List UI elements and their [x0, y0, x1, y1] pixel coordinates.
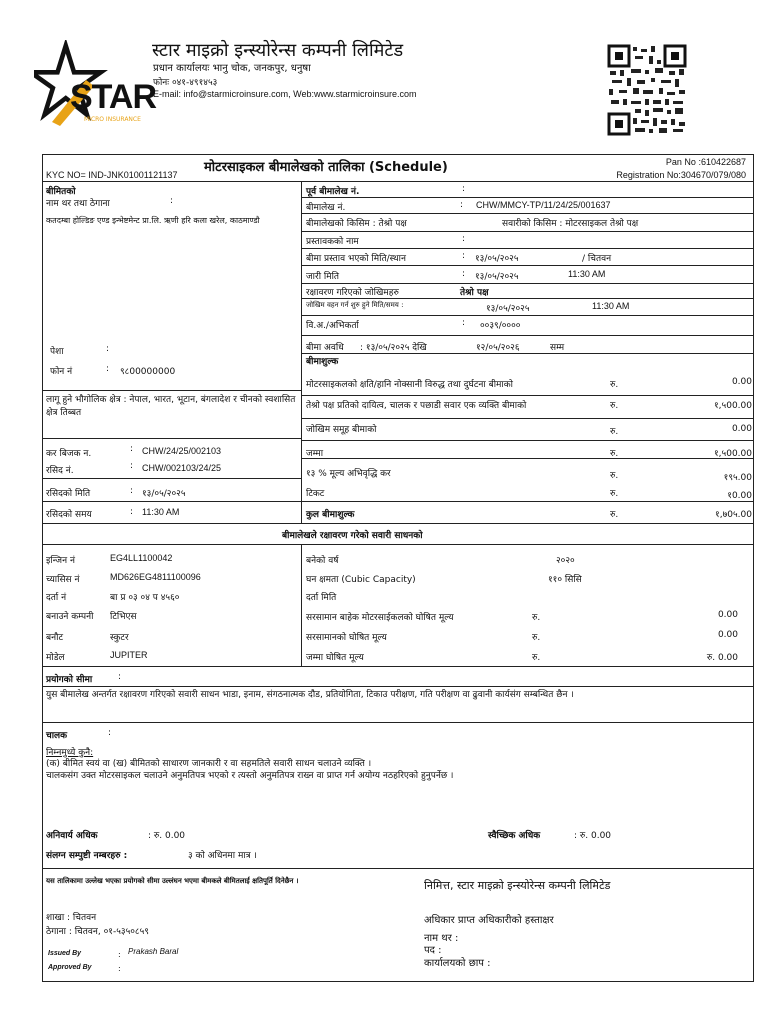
premium-row-rs: रु. [610, 380, 619, 390]
authorized-signature: अधिकार प्राप्त अधिकारीको हस्ताक्षर [424, 915, 554, 926]
divider [301, 440, 753, 441]
signatory-post: पद : [424, 945, 442, 956]
period-label: बीमा अवधि [306, 343, 344, 353]
year-value: २०२० [556, 556, 575, 566]
dev-officer-colon: : [462, 318, 466, 328]
cc-label: घन क्षमता (Cubic Capacity) [306, 575, 416, 585]
issue-date-label: जारी मिति [306, 272, 340, 282]
reg-number-label: दर्ता नं [46, 593, 67, 603]
divider [42, 523, 753, 524]
usage-heading: प्रयोगको सीमा [46, 675, 93, 685]
period-suffix: सम्म [550, 343, 565, 353]
policy-number-colon: : [460, 200, 464, 210]
divider [301, 418, 753, 419]
annex-label: संलग्न सम्पुष्टी नम्बरहरु : [46, 851, 128, 861]
reg-date-label: दर्ता मिति [306, 593, 337, 603]
driver-line: निम्नमुध्ये कुनै: [46, 748, 94, 758]
registration-number: Registration No:304670/079/080 [616, 170, 746, 180]
cc-value: ११० सिसि [548, 575, 582, 585]
receipt-date-label: रसिदको मिति [46, 489, 91, 499]
total-declared-label: जम्मा घोषित मूल्य [306, 653, 364, 663]
premium-row-rs: रु. [610, 449, 619, 459]
driver-colon: : [108, 728, 112, 738]
accessories-value: 0.00 [717, 630, 738, 640]
total-declared-rs: रु. [532, 653, 541, 663]
divider [301, 231, 753, 232]
compulsory-excess-label: अनिवार्य अधिक [46, 831, 98, 841]
policy-number-value: CHW/MMCY-TP/11/24/25/001637 [476, 200, 611, 210]
vat-invoice-value: CHW/24/25/002103 [142, 446, 222, 456]
pan-number: Pan No :610422687 [665, 157, 746, 167]
reg-number-value: बा प्र ०३ ०४ प ४५६० [110, 593, 180, 603]
issued-by-colon: : [118, 950, 121, 959]
risk-start-time: 11:30 AM [592, 301, 630, 311]
branch-address: ठेगाना : चितवन, ०१-५३५०८५९ [46, 927, 149, 937]
phone-label: फोन नं [50, 367, 73, 377]
accessories-rs: रु. [532, 633, 541, 643]
office-stamp: कार्यालयको छाप : [424, 958, 491, 969]
proposal-date-label: बीमा प्रस्ताव भएको मिति/स्थान [306, 254, 407, 264]
signatory-name: नाम थर : [424, 933, 459, 944]
divider [42, 438, 301, 439]
email-web: E-mail: info@starmicroinsure.com, Web:www.starmicroinsure.com [153, 89, 417, 99]
dev-officer-value: ००३९/०००० [480, 321, 521, 331]
declared-value-rs: रु. [532, 613, 541, 623]
premium-row-rs: रु. [610, 510, 619, 520]
engine-label: इन्जिन नं [46, 556, 75, 566]
premium-row-value: 0.00 [731, 424, 752, 434]
voluntary-excess-label: स्वैच्छिक अधिक [488, 831, 541, 841]
divider [301, 248, 753, 249]
receipt-time-value: 11:30 AM [142, 507, 180, 517]
proposer-label: प्रस्तावकको नाम [306, 237, 359, 247]
receipt-time-colon: : [130, 507, 134, 517]
divider [42, 181, 753, 182]
divider [301, 181, 302, 523]
risk-label: रक्षावरण गरिएको जोखिमहरु [306, 288, 399, 298]
model-label: मोडेल [46, 653, 65, 663]
name-address-label: नाम थर तथा ठेगाना [46, 199, 110, 209]
phone-number: फोनः ०४१-४९१४५३ [153, 78, 218, 88]
proposal-date-value: १३/०५/२०२५ [475, 254, 519, 264]
policy-number-label: बीमालेख नं. [306, 203, 346, 213]
period-from: : १३/०५/२०२५ देखि [360, 343, 427, 353]
premium-row-label: कुल बीमाशुल्क [306, 510, 355, 520]
issued-by-value: Prakash Baral [128, 947, 179, 956]
divider [301, 298, 753, 299]
chassis-label: च्यासिस नं [46, 575, 80, 585]
insured-heading: बीमितको [46, 187, 76, 197]
total-declared-value: रु. 0.00 [706, 653, 738, 663]
divider [42, 501, 301, 502]
head-office: प्रधान कार्यालयः भानु चोक, जनकपुर, धनुषा [153, 63, 311, 74]
divider [301, 458, 753, 459]
divider [42, 686, 753, 687]
voluntary-excess-value: : रु. 0.00 [574, 831, 612, 841]
risk-start-date: १३/०५/२०२५ [486, 304, 530, 314]
name-address-colon: : [170, 196, 174, 206]
dev-officer-label: वि.अ./अभिकर्ता [306, 321, 359, 331]
premium-row-rs: रु. [610, 489, 619, 499]
vat-invoice-label: कर बिजक न. [46, 449, 92, 459]
engine-value: EG4LL1100042 [110, 553, 173, 563]
premium-row-value: १,५00.00 [714, 449, 752, 459]
divider [301, 213, 753, 214]
divider [301, 395, 753, 396]
driver-line: (क) बीमित स्वयं वा (ख) बीमितको साधारण जानकारी र वा सहमतिले सवारी साधन चलाउने व्यक्ति । [46, 759, 372, 769]
geographic-area: लागू हुने भौगोलिक क्षेत्र : नेपाल, भारत, भूटान, बंगलादेश र चीनको स्वशासित क्षेत्र तिब्बत [46, 395, 296, 418]
premium-row-value: १,५00.00 [714, 401, 752, 411]
qr-code [607, 44, 687, 136]
premium-row-value: १0.00 [727, 491, 752, 501]
premium-row-value: 0.00 [731, 377, 752, 387]
company-name: स्टार माइक्रो इन्स्योरेन्स कम्पनी लिमिटेड [152, 40, 404, 61]
issue-time-value: 11:30 AM [568, 269, 606, 279]
divider [301, 544, 302, 666]
period-to: १२/०५/२०२६ [476, 343, 520, 353]
divider [301, 283, 753, 284]
compulsory-excess-value: : रु. 0.00 [148, 831, 186, 841]
issued-by-label: Issued By [48, 950, 82, 957]
make-label: बनाउने कम्पनी [46, 612, 94, 622]
footer-note: यस तालिकामा उल्लेख भएका प्रयोगको सीमा उल्लंघन भएमा बीमकले बीमितलाई क्षतिपूर्ति दिनेछैन । [46, 877, 299, 885]
schedule-frame [42, 154, 754, 982]
logo-subtext: MICRO INSURANCE [84, 116, 141, 123]
risk-start-label: जोखिम वहन गर्न शुरु हुने मिति/समय : [306, 301, 404, 309]
body-value: स्कुटर [110, 633, 129, 643]
schedule-title: मोटरसाइकल बीमालेखको तालिका (Schedule) [204, 160, 448, 175]
premium-row-rs: रु. [610, 427, 619, 437]
premium-row-rs: रु. [610, 401, 619, 411]
premium-row-value: १९५.00 [723, 473, 752, 483]
receipt-time-label: रसिदको समय [46, 510, 92, 520]
proposer-colon: : [462, 234, 466, 244]
premium-row-label: जोखिम समूह बीमाको [306, 425, 377, 435]
divider [42, 544, 753, 545]
premium-row-label: टिकट [306, 489, 325, 499]
divider [301, 265, 753, 266]
receipt-date-value: १३/०५/२०२५ [142, 489, 186, 499]
vat-invoice-colon: : [130, 444, 134, 454]
divider [42, 390, 301, 391]
premium-row-value: १,७0५.00 [715, 510, 752, 520]
usage-text: युस बीमालेख अन्तर्गत रक्षावरण गरिएको सवारी साधन भाडा, इनाम, संगठनात्मक दौड, प्रतियोगिता, टिकाउ परीक्षण, गति परीक्षण वा ढुवानी कार्यसंग सम्बन्धित छैन । [46, 690, 574, 700]
driver-heading: चालक [46, 731, 68, 741]
issue-date-value: १३/०५/२०२५ [475, 272, 519, 282]
approved-by-label: Approved By [48, 964, 92, 971]
divider [42, 722, 753, 723]
usage-colon: : [118, 672, 122, 682]
phone-colon: : [106, 364, 110, 374]
for-company: निमित्त, स्टार माइक्रो इन्स्योरेन्स कम्पनी लिमिटेड [424, 879, 611, 892]
premium-row-rs: रु. [610, 471, 619, 481]
premium-row-label: जम्मा [306, 449, 324, 459]
insured-name-address: कतदम्बा होल्डिङ एण्ड इन्भेष्टमेन्ट प्रा.लि. ऋणी हरि कला खरेल, काठमाण्डौ [46, 216, 260, 225]
divider [42, 666, 753, 667]
divider [301, 335, 753, 336]
divider [301, 197, 753, 198]
prev-policy-colon: : [462, 184, 466, 194]
receipt-date-colon: : [130, 486, 134, 496]
divider [42, 868, 753, 869]
declared-value-label: सरसामान बाहेक मोटरसाईकलको घोषित मूल्य [306, 613, 454, 623]
year-label: बनेको वर्ष [306, 556, 339, 566]
premium-row-label: मोटरसाइकलको क्षति/हानि नोक्सानी विरुद्ध तथा दुर्घटना बीमाको [306, 380, 513, 390]
issue-date-colon: : [462, 269, 466, 279]
divider [42, 478, 301, 479]
chassis-value: MD626EG4811100096 [110, 572, 201, 582]
receipt-label: रसिद नं. [46, 466, 74, 476]
branch: शाखा : चितवन [46, 913, 97, 923]
risk-value: तेश्रो पक्ष [460, 288, 489, 298]
premium-row-label: तेश्रो पक्ष प्रतिको दायित्व, चालक र पछाडी सवार एक व्यक्ति बीमाको [306, 401, 527, 411]
premium-row-label: १३ % मूल्य अभिवृद्धि कर [306, 469, 391, 479]
proposal-date-colon: : [462, 251, 466, 261]
body-label: बनौट [46, 633, 64, 643]
logo-text: STAR [70, 78, 157, 116]
divider [301, 353, 753, 354]
make-value: टिभिएस [110, 612, 137, 622]
accessories-label: सरसामानको घोषित मूल्य [306, 633, 387, 643]
phone-value: ९८00000000 [120, 367, 176, 377]
vehicle-heading: बीमालेखले रक्षावरण गरेको सवारी साधनको [282, 531, 423, 541]
proposal-place-value: / चितवन [582, 254, 612, 264]
approved-by-colon: : [118, 964, 121, 973]
receipt-value: CHW/002103/24/25 [142, 463, 222, 473]
declared-value: 0.00 [717, 610, 738, 620]
vehicle-type: सवारीको किसिम : मोटरसाइकल तेश्रो पक्ष [502, 219, 639, 229]
divider [301, 501, 753, 502]
occupation-colon: : [106, 344, 110, 354]
receipt-colon: : [130, 461, 134, 471]
policy-type: बीमालेखको किसिम : तेश्रो पक्ष [306, 219, 407, 229]
driver-line: चालकसंग उक्त मोटरसाइकल चलाउने अनुमतिपत्र भएको र त्यस्तो अनुमतिपत्र राख्न वा प्राप्त गर्न अयोग्य नठहरिएको हुनुपर्नेछ । [46, 771, 454, 781]
prev-policy-label: पूर्व बीमालेख नं. [306, 187, 360, 197]
premium-heading: बीमाशुल्क [306, 357, 339, 367]
divider [301, 315, 753, 316]
occupation-label: पेशा [50, 347, 64, 357]
annex-value: ३ को अधिनमा मात्र । [188, 851, 257, 861]
kyc-number: KYC NO= IND-JNK01001121137 [46, 170, 178, 180]
model-value: JUPITER [110, 650, 148, 660]
